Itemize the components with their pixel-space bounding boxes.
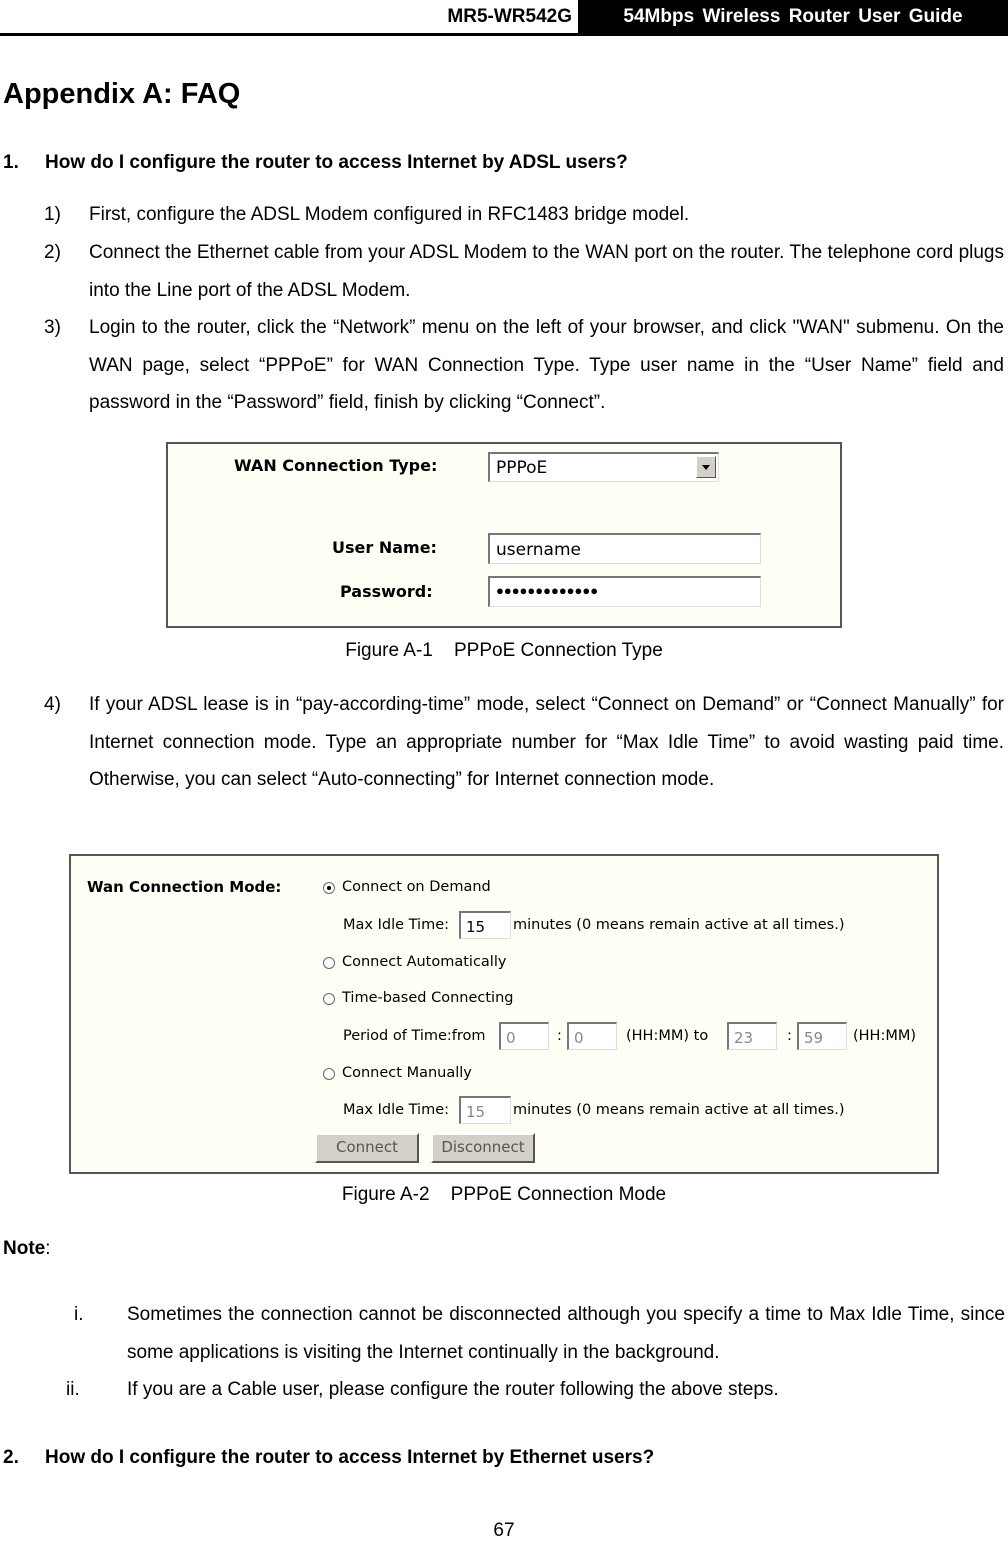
- period-label: Period of Time:from: [343, 1028, 486, 1044]
- max-idle-label: Max Idle Time:: [343, 917, 449, 933]
- time-colon: :: [557, 1028, 562, 1044]
- header-model: MR5-WR542G: [447, 6, 572, 27]
- header-rule: [0, 33, 1008, 36]
- from-minute-value: 0: [574, 1029, 584, 1047]
- figure-1-caption: Figure A-1 PPPoE Connection Type: [345, 640, 663, 661]
- figure-2-caption: Figure A-2 PPPoE Connection Mode: [341, 1184, 667, 1205]
- note-item-text: If you are a Cable user, please configure the router following the above steps.: [127, 1379, 779, 1400]
- to-minute-input[interactable]: [797, 1022, 847, 1050]
- question-number: 2.: [3, 1447, 19, 1468]
- step-text: First, configure the ADSL Modem configured in RFC1483 bridge model.: [89, 204, 690, 225]
- password-input[interactable]: [488, 576, 761, 607]
- to-hour-value: 23: [734, 1029, 754, 1047]
- question-text: How do I configure the router to access Internet by ADSL users?: [45, 152, 628, 173]
- step-text: Login to the router, click the “Network” menu on the left of your browser, and click "WAN" submenu. On the WAN page, select “PPPoE” for WAN Connection Type. Type user name in the “User Name” field and password in the “Password” field, finish by clicking “Connect”.: [89, 317, 1004, 413]
- question-number: 1.: [3, 152, 19, 173]
- step-number: 1): [44, 204, 61, 225]
- step-number: 4): [44, 694, 61, 715]
- from-minute-input[interactable]: [567, 1022, 617, 1050]
- user-name-label: User Name:: [332, 538, 437, 557]
- max-idle-note-2: minutes (0 means remain active at all times.): [513, 1102, 845, 1118]
- password-value: ●●●●●●●●●●●●●: [496, 583, 599, 598]
- wan-type-select[interactable]: [488, 452, 719, 482]
- max-idle-note: minutes (0 means remain active at all times.): [513, 917, 845, 933]
- time-based-label: Time-based Connecting: [342, 990, 514, 1006]
- to-minute-value: 59: [804, 1029, 824, 1047]
- max-idle-input-2[interactable]: [459, 1096, 511, 1124]
- note-label: Note: [3, 1238, 46, 1259]
- step-text: If your ADSL lease is in “pay-according-time” mode, select “Connect on Demand” or “Connect Manually” for Internet connection mode. Type an appropriate number for “Max Idle Time” to avoid wasting paid time. Otherwise, you can select “Auto-connecting” for Internet connection mode.: [89, 694, 1004, 790]
- password-label: Password:: [340, 582, 433, 601]
- appendix-title: Appendix A: FAQ: [3, 78, 241, 110]
- connect-on-demand-label: Connect on Demand: [342, 879, 491, 895]
- figure-pppoe-type: [166, 442, 842, 628]
- radio-time-based[interactable]: [323, 993, 335, 1005]
- note-colon: :: [45, 1238, 51, 1259]
- from-hour-input[interactable]: [499, 1022, 549, 1050]
- radio-connect-on-demand[interactable]: [323, 882, 335, 894]
- connect-button[interactable]: Connect: [315, 1133, 419, 1163]
- note-item-text: Sometimes the connection cannot be disconnected although you specify a time to Max Idle Time, since some applications is visiting the Internet continually in the background.: [127, 1304, 1005, 1363]
- step-text: Connect the Ethernet cable from your ADSL Modem to the WAN port on the router. The telephone cord plugs into the Line port of the ADSL Modem.: [89, 242, 1004, 301]
- step-number: 2): [44, 242, 61, 263]
- from-hour-value: 0: [506, 1029, 516, 1047]
- note-item-number: ii.: [66, 1379, 80, 1400]
- figure-pppoe-mode: [69, 854, 939, 1174]
- chevron-down-icon[interactable]: [696, 456, 716, 478]
- question-text: How do I configure the router to access Internet by Ethernet users?: [45, 1447, 655, 1468]
- time-colon: :: [787, 1028, 792, 1044]
- to-hour-input[interactable]: [727, 1022, 777, 1050]
- max-idle-value: 15: [466, 918, 486, 936]
- step-number: 3): [44, 317, 61, 338]
- hhmm-label: (HH:MM): [853, 1028, 917, 1044]
- user-name-input[interactable]: [488, 533, 761, 564]
- max-idle-label-2: Max Idle Time:: [343, 1102, 449, 1118]
- connect-automatically-label: Connect Automatically: [342, 954, 507, 970]
- user-name-value: username: [496, 540, 581, 560]
- note-item-number: i.: [74, 1304, 84, 1325]
- hhmm-to-label: (HH:MM) to: [626, 1028, 709, 1044]
- wan-type-value: PPPoE: [496, 458, 548, 478]
- radio-connect-manually[interactable]: [323, 1068, 335, 1080]
- connect-manually-label: Connect Manually: [342, 1065, 472, 1081]
- max-idle-input[interactable]: [459, 911, 511, 939]
- radio-connect-automatically[interactable]: [323, 957, 335, 969]
- max-idle-value-2: 15: [466, 1103, 486, 1121]
- note-heading: [3, 1238, 51, 1260]
- header-guide-title: 54Mbps Wireless Router User Guide: [578, 0, 1008, 34]
- disconnect-button[interactable]: Disconnect: [431, 1133, 535, 1163]
- wan-type-label: WAN Connection Type:: [234, 456, 438, 475]
- page-number: 67: [493, 1520, 515, 1541]
- wan-mode-label: Wan Connection Mode:: [87, 878, 282, 896]
